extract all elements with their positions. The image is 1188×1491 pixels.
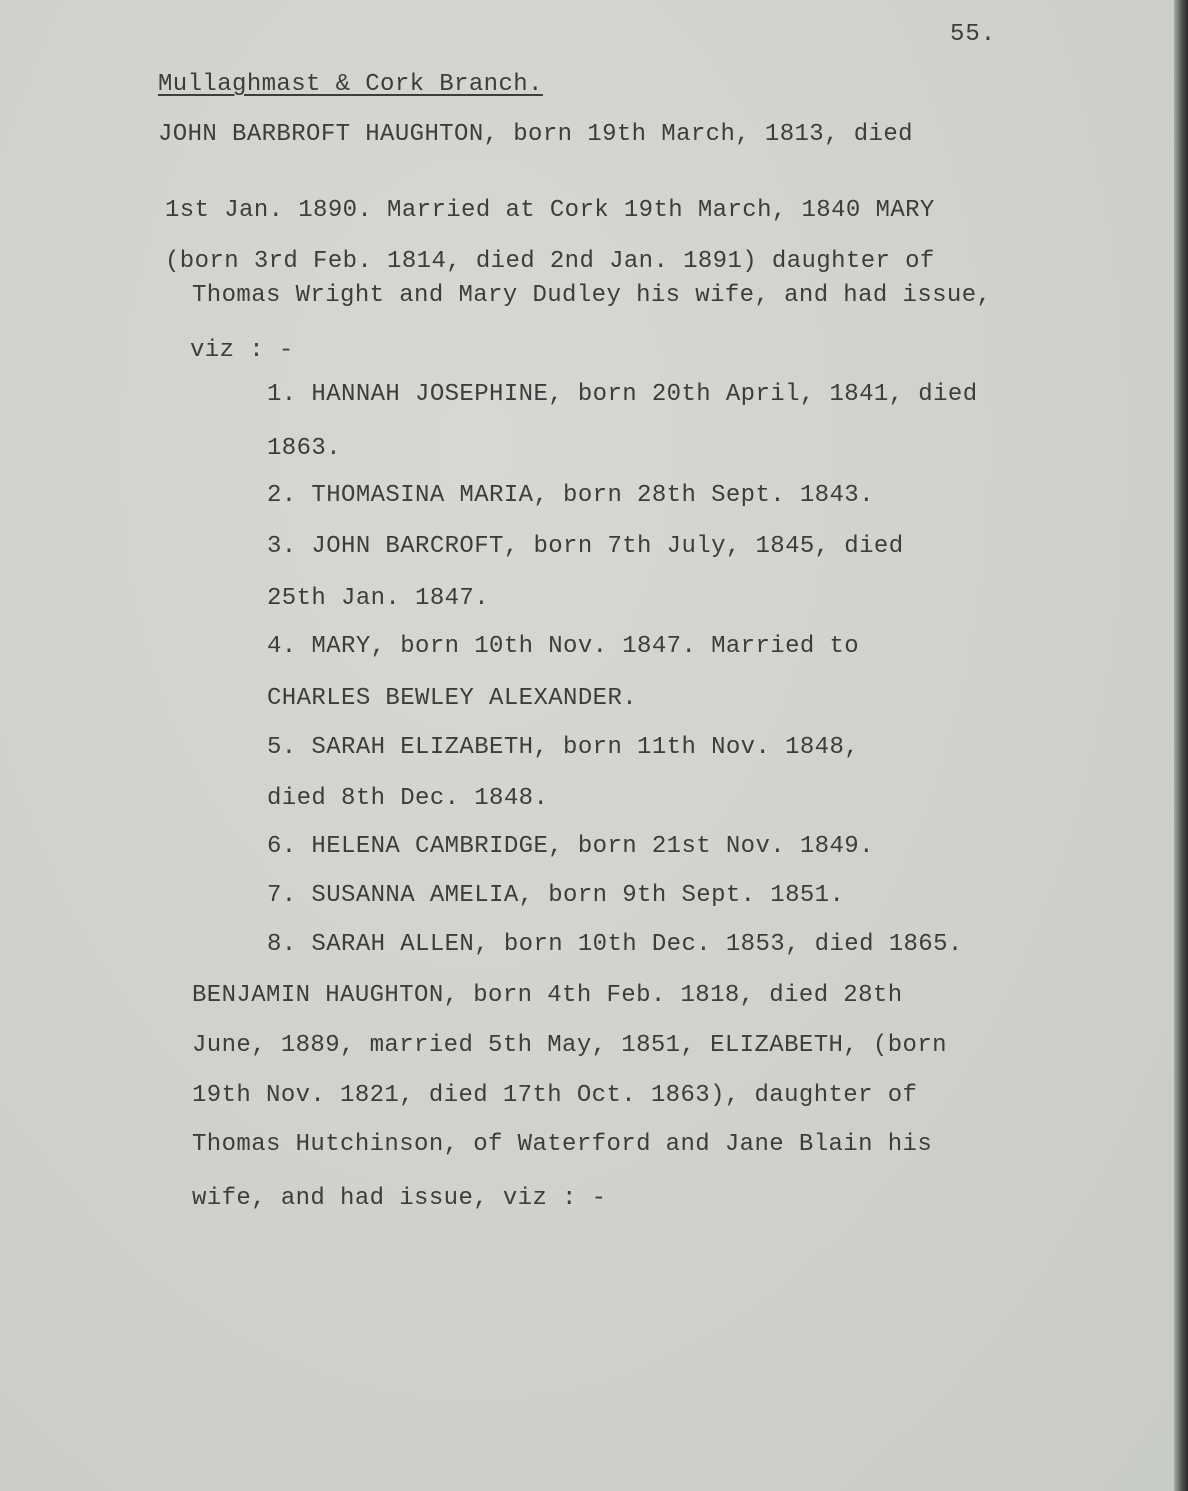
child-entry-line: 25th Jan. 1847. — [267, 585, 490, 612]
child-entry-line: 1. HANNAH JOSEPHINE, born 20th April, 1841, died — [267, 381, 978, 408]
intro-line: Thomas Wright and Mary Dudley his wife, and had issue, — [192, 282, 992, 309]
benjamin-line: BENJAMIN HAUGHTON, born 4th Feb. 1818, died 28th — [192, 982, 903, 1009]
benjamin-line: wife, and had issue, viz : - — [192, 1185, 607, 1212]
page-edge-shadow — [1174, 0, 1188, 1491]
child-entry-line: 1863. — [267, 435, 342, 462]
intro-line: 1st Jan. 1890. Married at Cork 19th March, 1840 MARY — [165, 197, 935, 224]
benjamin-line: 19th Nov. 1821, died 17th Oct. 1863), daughter of — [192, 1082, 918, 1109]
section-heading: Mullaghmast & Cork Branch. — [158, 71, 543, 98]
child-entry-line: 2. THOMASINA MARIA, born 28th Sept. 1843. — [267, 482, 874, 509]
child-entry-line: CHARLES BEWLEY ALEXANDER. — [267, 685, 638, 712]
child-entry-line: 6. HELENA CAMBRIDGE, born 21st Nov. 1849. — [267, 833, 874, 860]
intro-line: JOHN BARBROFT HAUGHTON, born 19th March, 1813, died — [158, 121, 913, 148]
intro-line: (born 3rd Feb. 1814, died 2nd Jan. 1891) daughter of — [165, 248, 935, 275]
benjamin-line: June, 1889, married 5th May, 1851, ELIZABETH, (born — [192, 1032, 947, 1059]
child-entry-line: died 8th Dec. 1848. — [267, 785, 549, 812]
intro-line: viz : - — [190, 337, 294, 364]
child-entry-line: 5. SARAH ELIZABETH, born 11th Nov. 1848, — [267, 734, 860, 761]
child-entry-line: 8. SARAH ALLEN, born 10th Dec. 1853, died 1865. — [267, 931, 963, 958]
child-entry-line: 3. JOHN BARCROFT, born 7th July, 1845, died — [267, 533, 904, 560]
page-number: 55. — [950, 21, 997, 48]
benjamin-line: Thomas Hutchinson, of Waterford and Jane Blain his — [192, 1131, 933, 1158]
child-entry-line: 7. SUSANNA AMELIA, born 9th Sept. 1851. — [267, 882, 845, 909]
child-entry-line: 4. MARY, born 10th Nov. 1847. Married to — [267, 633, 860, 660]
